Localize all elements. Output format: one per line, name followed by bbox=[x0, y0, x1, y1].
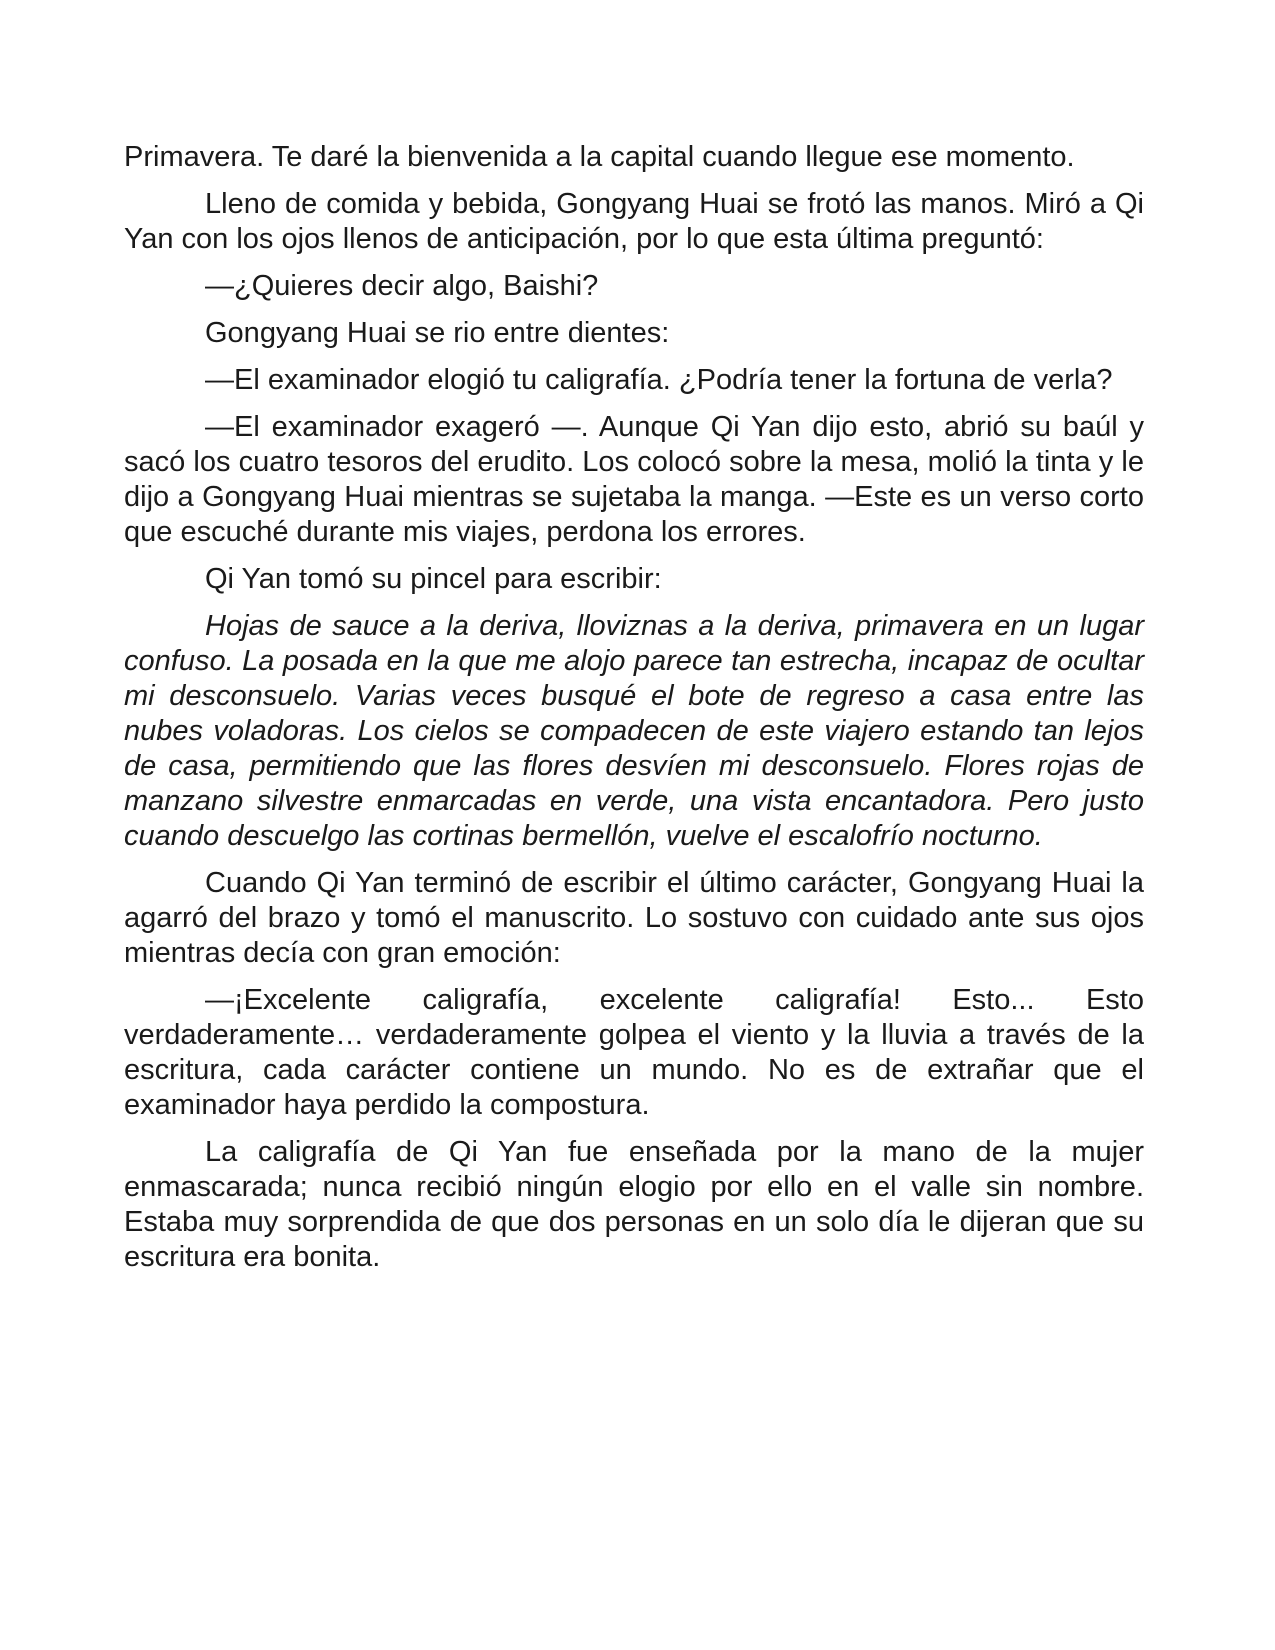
paragraph-10: —¡Excelente caligrafía, excelente caligrafía! Esto... Esto verdaderamente… verdaderamente golpea el viento y la lluvia a través de la escritura, cada carácter contiene un mundo. No es de extrañar que el examinador haya perdido la compostura. bbox=[124, 984, 1144, 1121]
paragraph-11: La caligrafía de Qi Yan fue enseñada por la mano de la mujer enmascarada; nunca recibió ningún elogio por ello en el valle sin nombre. Estaba muy sorprendida de que dos personas en un solo día le dijeran que su escritura era bonita. bbox=[124, 1136, 1144, 1273]
paragraph-7: Qi Yan tomó su pincel para escribir: bbox=[205, 563, 662, 595]
paragraph-4: Gongyang Huai se rio entre dientes: bbox=[205, 317, 670, 349]
paragraph-3: —¿Quieres decir algo, Baishi? bbox=[205, 270, 599, 302]
paragraph-1: Primavera. Te daré la bienvenida a la capital cuando llegue ese momento. bbox=[124, 141, 1075, 173]
document-page bbox=[124, 140, 1144, 1287]
poem-paragraph: Hojas de sauce a la deriva, lloviznas a la deriva, primavera en un lugar confuso. La posada en la que me alojo parece tan estrecha, incapaz de ocultar mi desconsuelo. Varias veces busqué el bote de regreso a casa entre las nubes voladoras. Los cielos se compadecen de este viajero estando tan lejos de casa, permitiendo que las flores desvíen mi desconsuelo. Flores rojas de manzano silvestre enmarcadas en verde, una vista encantadora. Pero justo cuando descuelgo las cortinas bermellón, vuelve el escalofrío nocturno. bbox=[124, 610, 1144, 852]
paragraph-5: —El examinador elogió tu caligrafía. ¿Podría tener la fortuna de verla? bbox=[205, 364, 1113, 396]
paragraph-9: Cuando Qi Yan terminó de escribir el último carácter, Gongyang Huai la agarró del brazo y tomó el manuscrito. Lo sostuvo con cuidado ante sus ojos mientras decía con gran emoción: bbox=[124, 867, 1144, 969]
paragraph-2: Lleno de comida y bebida, Gongyang Huai se frotó las manos. Miró a Qi Yan con los ojos llenos de anticipación, por lo que esta última preguntó: bbox=[124, 188, 1144, 255]
paragraph-6: —El examinador exageró —. Aunque Qi Yan dijo esto, abrió su baúl y sacó los cuatro tesoros del erudito. Los colocó sobre la mesa, molió la tinta y le dijo a Gongyang Huai mientras se sujetaba la manga. —Este es un verso corto que escuché durante mis viajes, perdona los errores. bbox=[124, 411, 1144, 548]
